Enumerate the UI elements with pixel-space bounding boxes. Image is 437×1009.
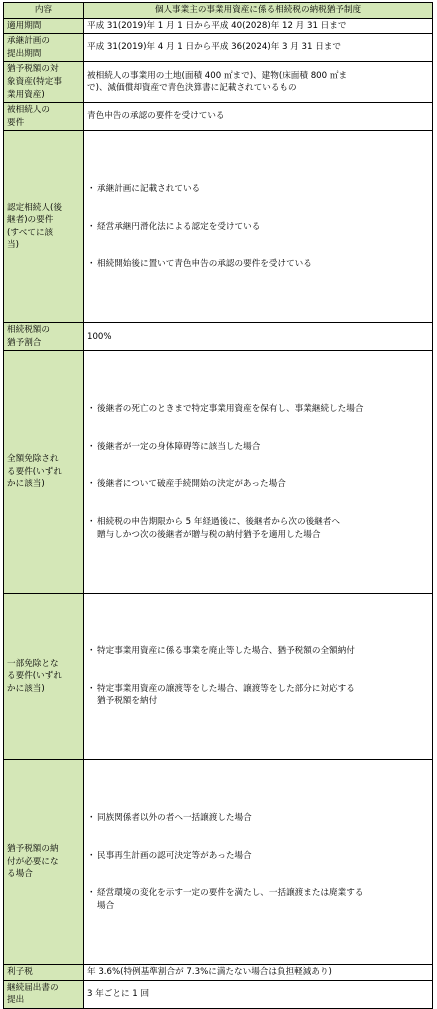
list-item: ・ 相続開始後に置いて青色申告の承認の要件を受けている bbox=[87, 258, 429, 271]
table-row bbox=[4, 323, 433, 351]
table-row bbox=[4, 34, 433, 62]
table-row bbox=[4, 980, 433, 1008]
list-item: ・ 後継者の死亡のときまで特定事業用資産を保有し、事業継続した場合 bbox=[87, 403, 429, 416]
tax-deferral-table bbox=[3, 2, 433, 1009]
list-item: ・ 承継計画に記載されている bbox=[87, 183, 429, 196]
list-item: ・ 特定事業用資産に係る事業を廃止等した場合、猶予税額の全額納付 bbox=[87, 645, 429, 658]
row-label: 猶予税額の対 象資産(特定事 業用資産) bbox=[4, 62, 84, 103]
row-label: 猶予税額の納 付が必要にな る場合 bbox=[4, 760, 84, 965]
row-label: 継続届出書の 提出 bbox=[4, 980, 84, 1008]
row-label: 全額免除され る要件(いずれ かに該当) bbox=[4, 351, 84, 593]
table-row bbox=[4, 62, 433, 103]
row-label: 一部免除とな る要件(いずれ かに該当) bbox=[4, 593, 84, 760]
list-item: ・ 民事再生計画の認可決定等があった場合 bbox=[87, 850, 429, 863]
list-item: ・ 経営環境の変化を示す一定の要件を満たし、一括譲渡または廃業する 場合 bbox=[87, 887, 429, 912]
table-row bbox=[4, 760, 433, 965]
row-value: 平成 31(2019)年 1 月 1 日から平成 40(2028)年 12 月 31 日まで bbox=[84, 18, 433, 34]
list-item: ・ 相続税の申告期限から 5 年経過後に、後継者から次の後継者へ 贈与しかつ次の後継者が贈与税の納付猶予を適用した場合 bbox=[87, 516, 429, 541]
table-row bbox=[4, 103, 433, 131]
list-item: ・ 同族関係者以外の者へ一括譲渡した場合 bbox=[87, 812, 429, 825]
row-label: 利子税 bbox=[4, 964, 84, 980]
header-row bbox=[4, 3, 433, 19]
row-value: 年 3.6%(特例基準割合が 7.3%に満たない場合は負担軽減あり) bbox=[84, 964, 433, 980]
row-value-list bbox=[84, 593, 433, 760]
header-system-title: 個人事業主の事業用資産に係る相続税の納税猶予制度 bbox=[84, 3, 433, 19]
row-label: 被相続人の 要件 bbox=[4, 103, 84, 131]
row-label: 認定相続人(後 継者)の要件 (すべてに該 当) bbox=[4, 131, 84, 323]
list-item: ・ 特定事業用資産の譲渡等をした場合、譲渡等をした部分に対応する 猶予税額を納付 bbox=[87, 683, 429, 708]
list-item: ・ 後継者が一定の身体障碍等に該当した場合 bbox=[87, 441, 429, 454]
row-label: 適用期間 bbox=[4, 18, 84, 34]
row-value: 被相続人の事業用の土地(面積 400 ㎡まで)、建物(床面積 800 ㎡ま で)、減価償却資産で青色決算書に記載されているもの bbox=[84, 62, 433, 103]
row-value-list bbox=[84, 351, 433, 593]
list-item: ・ 経営承継円滑化法による認定を受けている bbox=[87, 221, 429, 234]
table-row bbox=[4, 351, 433, 593]
row-value-list bbox=[84, 760, 433, 965]
table-row bbox=[4, 964, 433, 980]
row-value: 3 年ごとに 1 回 bbox=[84, 980, 433, 1008]
row-value-list bbox=[84, 131, 433, 323]
table-row bbox=[4, 131, 433, 323]
table-row bbox=[4, 18, 433, 34]
table-row bbox=[4, 593, 433, 760]
table-wrapper bbox=[3, 2, 433, 1009]
row-label: 相続税額の 猶予割合 bbox=[4, 323, 84, 351]
header-content: 内容 bbox=[4, 3, 84, 19]
row-value: 平成 31(2019)年 4 月 1 日から平成 36(2024)年 3 月 31 日まで bbox=[84, 34, 433, 62]
row-value: 100% bbox=[84, 323, 433, 351]
row-value: 青色申告の承認の要件を受けている bbox=[84, 103, 433, 131]
row-label: 承継計画の 提出期間 bbox=[4, 34, 84, 62]
list-item: ・ 後継者について破産手続開始の決定があった場合 bbox=[87, 478, 429, 491]
